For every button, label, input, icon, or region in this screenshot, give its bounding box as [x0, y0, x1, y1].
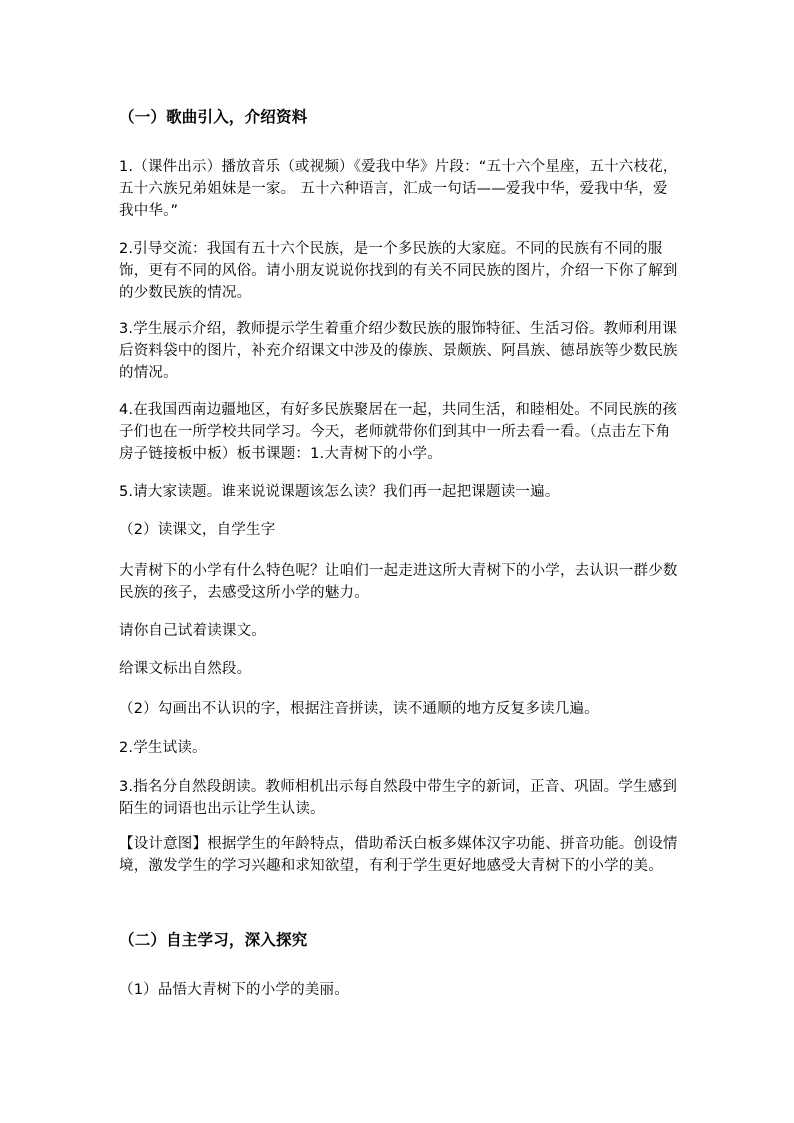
paragraph-1: 1.（课件出示）播放音乐（或视频）《爱我中华》片段：“五十六个星座，五十六枝花，五十六族兄弟姐妹是一家。 五十六种语言，汇成一句话——爱我中华，爱我中华，爱我中华。” — [119, 159, 678, 219]
paragraph-14: （1）品悟大青树下的小学的美丽。 — [119, 982, 349, 998]
paragraph-2: 2.引导交流：我国有五十六个民族，是一个多民族的大家庭。不同的民族有不同的服饰，更有不同的风俗。请小朋友说说你找到的有关不同民族的图片，介绍一下你了解到的少数民族的情况。 — [119, 241, 678, 301]
paragraph-13: 【设计意图】根据学生的年龄特点，借助希沃白板多媒体汉字功能、拼音功能。创设情境，激发学生的学习兴趣和求知欲望，有利于学生更好地感受大青树下的小学的美。 — [119, 836, 678, 874]
paragraph-3: 3.学生展示介绍，教师提示学生着重介绍少数民族的服饰特征、生活习俗。教师利用课后资料袋中的图片，补充介绍课文中涉及的傣族、景颇族、阿昌族、德昂族等少数民族的情况。 — [119, 321, 678, 381]
paragraph-5: 5.请大家读题。谁来说说课题该怎么读？我们再一起把课题读一遍。 — [119, 484, 560, 500]
paragraph-6: （2）读课文，自学生字 — [119, 522, 276, 538]
paragraph-11: 2.学生试读。 — [119, 740, 207, 756]
paragraph-7: 大青树下的小学有什么特色呢？让咱们一起走进这所大青树下的小学，去认识一群少数民族的孩子，去感受这所小学的魅力。 — [119, 563, 678, 601]
paragraph-8: 请你自己试着读课文。 — [119, 623, 266, 639]
paragraph-9: 给课文标出自然段。 — [119, 661, 252, 677]
section-heading-2: （二）自主学习，深入探究 — [119, 931, 308, 949]
paragraph-12: 3.指名分自然段朗读。教师相机出示每自然段中带生字的新词，正音、巩固。学生感到陌生的词语也出示让学生认读。 — [119, 779, 678, 817]
paragraph-10: （2）勾画出不认识的字，根据注音拼读，读不通顺的地方反复多读几遍。 — [119, 701, 599, 717]
paragraph-4: 4.在我国西南边疆地区，有好多民族聚居在一起，共同生活，和睦相处。不同民族的孩子们也在一所学校共同学习。今天，老师就带你们到其中一所去看一看。（点击左下角房子链接板中板）板书课题：1.大青树下的小学。 — [119, 402, 678, 462]
section-heading-1: （一）歌曲引入，介绍资料 — [119, 108, 308, 126]
